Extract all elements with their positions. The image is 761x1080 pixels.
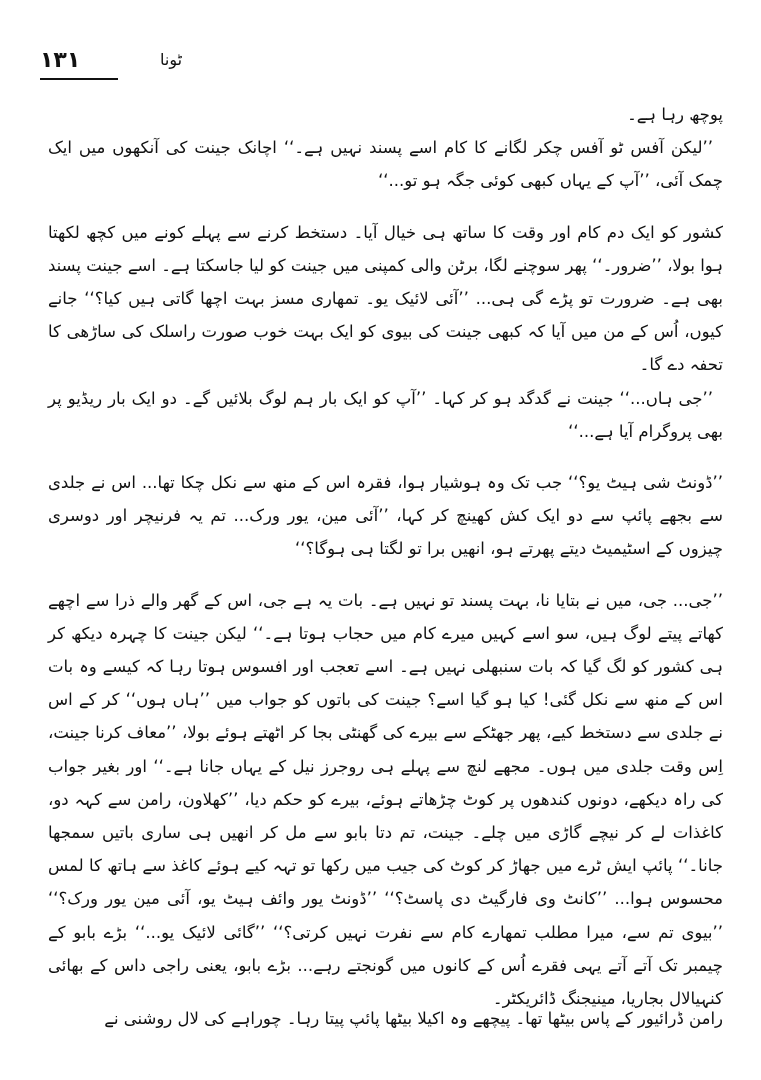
page-number: ١٣١ (40, 48, 81, 73)
paragraph: کشور کو ایک دم کام اور وقت کا ساتھ ہی خیال آیا۔ دستخط کرنے سے پہلے کونے میں کچھ لکھتا ہوا بولا، ’’ضرور۔‘‘ پھر سوچنے لگا، برٹن والی کمپنی میں جینت کو لیا جاسکتا ہے۔ اسے جینت پسند بھی ہے۔ ضرورت تو پڑے گی ہی... ’’آئی لائیک یو۔ تمھاری مسز بہت اچھا گاتی ہیں کیا؟‘‘ جانے کیوں، اُس کے من میں آیا کہ کبھی جینت کی بیوی کو ایک بہت خوب صورت راسلک کی ساڑھی کا تحفہ دے گا۔ (48, 222, 723, 375)
paragraph: ’’لیکن آفس ٹو آفس چکر لگانے کا کام اسے پسند نہیں ہے۔‘‘ اچانک جینت کی آنکھوں میں ایک چمک آئی، ’’آپ کے یہاں کبھی کوئی جگہ ہو تو...‘‘ (48, 138, 723, 191)
page-body (48, 98, 723, 1015)
paragraph: ’’جی... جی، میں نے بتایا نا، بہت پسند تو نہیں ہے۔ بات یہ ہے جی، اس کے گھر والے ذرا سے اچھے کھاتے پیتے لوگ ہیں، سو اسے کہیں میرے کام میں حجاب ہوتا ہے۔‘‘ لیکن جینت کا چہرہ دیکھ کر ہی کشور کو لگ گیا کہ بات سنبھلی نہیں ہے۔ اسے تعجب اور افسوس ہوتا رہا کہ کیسے وہ بات اس کے منھ سے نکل گئی! کیا ہو گیا اسے؟ جینت کی باتوں کو جواب میں ’’ہاں ہوں‘‘ کر کے اس نے جلدی سے دستخط کیے، پھر جھٹکے سے بیرے کی گھنٹی بجا کر اٹھتے ہوئے بولا، ’’معاف کرنا جینت، اِس وقت جلدی میں ہوں۔ مجھے لنچ سے پہلے ہی روجرز نیل کے یہاں جانا ہے۔‘‘ اور بغیر جواب کی راہ دیکھے، دونوں کندھوں پر کوٹ چڑھاتے ہوئے، بیرے کو حکم دیا، ’’کھلاون، رامن سے کہہ دو، کاغذات لے کر نیچے گاڑی میں چلے۔ جینت، تم دتا بابو سے مل کر انھیں ہی ساری باتیں سمجھا جانا۔‘‘ پائپ ایش ٹرے میں جھاڑ کر کوٹ کی جیب میں رکھا تو تہہ کیے ہوئے کاغذ سے ہاتھ کا لمس محسوس ہوا... ’’کانٹ وی فارگیٹ دی پاسٹ؟‘‘ ’’ڈونٹ یور وائف ہیٹ یو، آئی مین یور ورک؟‘‘ ’’بیوی تم سے، میرا مطلب تمھارے کام سے نفرت نہیں کرتی؟‘‘ ’’گائی لائیک یو...‘‘ بڑے بابو کے چیمبر تک آتے آتے یہی فقرے اُس کے کانوں میں گونجتے رہے... بڑے بابو، یعنی راجی داس کے بھائی کنہیالال بجاریا، مینیجنگ ڈائریکٹر۔ (48, 590, 723, 1009)
paragraph: پوچھ رہا ہے۔ (627, 105, 723, 124)
paragraph: ’’جی ہاں...‘‘ جینت نے گدگد ہو کر کہا۔ ’’آپ کو ایک بار ہم لوگ بلائیں گے۔ دو ایک بار ریڈیو پر بھی پروگرام آیا ہے...‘‘ (48, 388, 723, 441)
closing-paragraph: رامن ڈرائیور کے پاس بیٹھا تھا۔ پیچھے وہ اکیلا بیٹھا پائپ پیتا رہا۔ چوراہے کی لال روشنی نے (104, 1009, 723, 1028)
running-title: ٹونا (160, 50, 183, 69)
paragraph: ’’ڈونٹ شی ہیٹ یو؟‘‘ جب تک وہ ہوشیار ہوا، فقرہ اس کے منھ سے نکل چکا تھا... اس نے جلدی سے بجھے پائپ سے دو ایک کش کھینچ کر کہا، ’’آئی مین، یور ورک... تم یہ فرنیچر اور دوسری چیزوں کے اسٹیمیٹ دیتے پھرتے ہو، انھیں برا تو لگتا ہی ہوگا؟‘‘ (48, 473, 723, 559)
page-header (40, 42, 721, 82)
header-rule (40, 78, 118, 80)
